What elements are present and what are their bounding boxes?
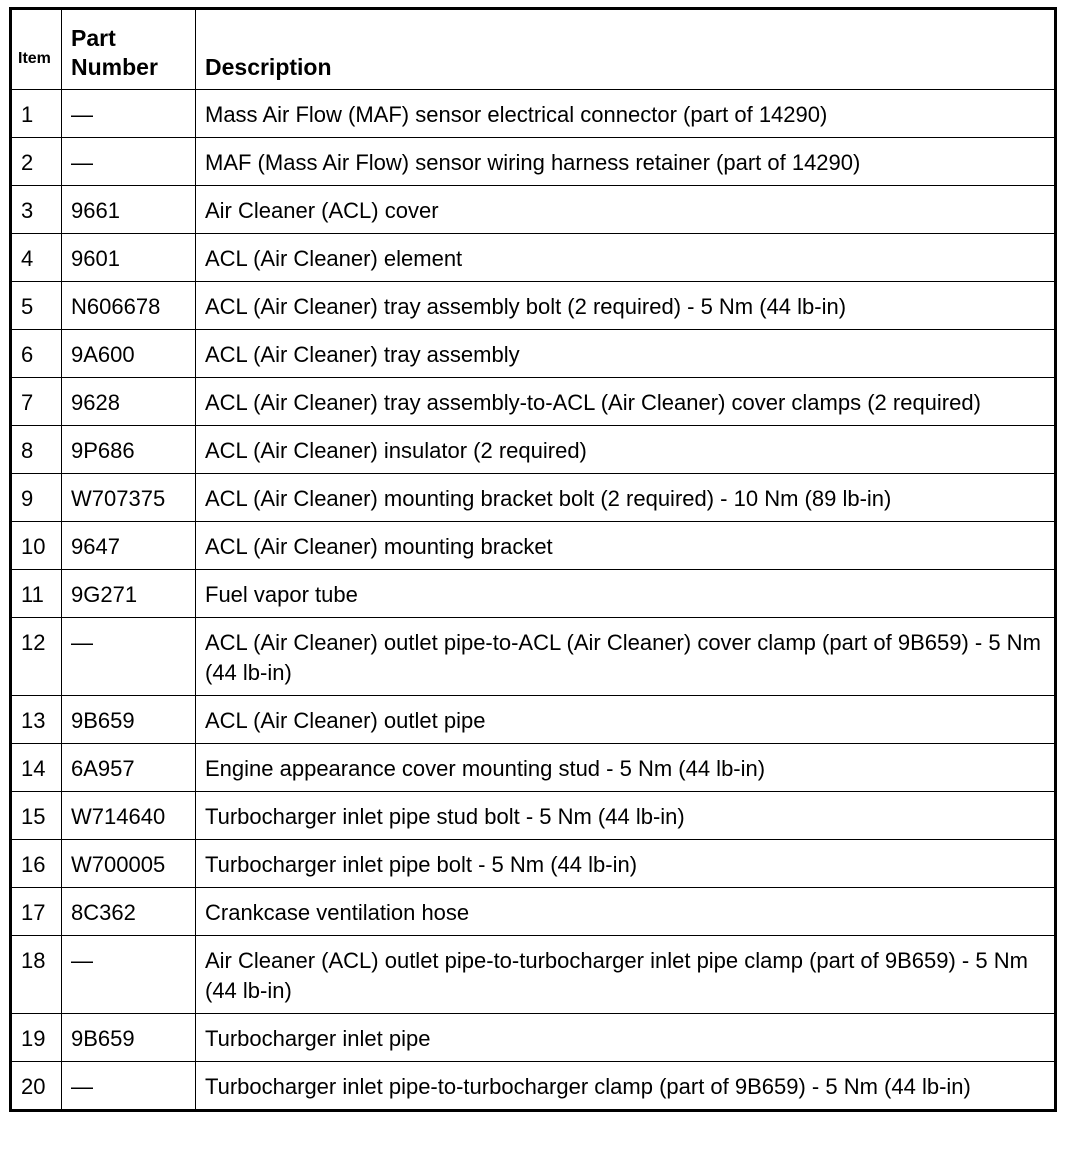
cell-item: 8 <box>11 426 62 474</box>
header-part-number-line1: Part <box>71 25 116 51</box>
cell-part-number: N606678 <box>62 282 196 330</box>
cell-part-number: 9628 <box>62 378 196 426</box>
cell-item: 20 <box>11 1062 62 1111</box>
table-row <box>11 282 1056 330</box>
table-row <box>11 138 1056 186</box>
cell-item: 13 <box>11 696 62 744</box>
cell-part-number: 9B659 <box>62 696 196 744</box>
table-row <box>11 426 1056 474</box>
cell-description: ACL (Air Cleaner) insulator (2 required) <box>196 426 1056 474</box>
cell-part-number: W700005 <box>62 840 196 888</box>
header-description: Description <box>196 9 1056 90</box>
cell-part-number: 8C362 <box>62 888 196 936</box>
table-row <box>11 474 1056 522</box>
header-part-number-line2: Number <box>71 54 158 80</box>
cell-item: 3 <box>11 186 62 234</box>
table-row <box>11 90 1056 138</box>
table-row <box>11 888 1056 936</box>
header-item: Item <box>11 9 62 90</box>
cell-description: Mass Air Flow (MAF) sensor electrical connector (part of 14290) <box>196 90 1056 138</box>
parts-table <box>9 7 1057 1112</box>
cell-item: 1 <box>11 90 62 138</box>
cell-description: ACL (Air Cleaner) outlet pipe-to-ACL (Air Cleaner) cover clamp (part of 9B659) - 5 Nm (44 lb-in) <box>196 618 1056 696</box>
table-row <box>11 186 1056 234</box>
cell-part-number: — <box>62 90 196 138</box>
table-row <box>11 522 1056 570</box>
cell-item: 5 <box>11 282 62 330</box>
cell-description: Turbocharger inlet pipe <box>196 1014 1056 1062</box>
cell-part-number: 9647 <box>62 522 196 570</box>
cell-part-number: W707375 <box>62 474 196 522</box>
table-row <box>11 378 1056 426</box>
table-row <box>11 936 1056 1014</box>
cell-item: 6 <box>11 330 62 378</box>
table-row <box>11 1014 1056 1062</box>
table-row <box>11 330 1056 378</box>
cell-description: Turbocharger inlet pipe stud bolt - 5 Nm (44 lb-in) <box>196 792 1056 840</box>
table-row <box>11 744 1056 792</box>
cell-part-number: 6A957 <box>62 744 196 792</box>
cell-description: ACL (Air Cleaner) outlet pipe <box>196 696 1056 744</box>
cell-description: Air Cleaner (ACL) cover <box>196 186 1056 234</box>
table-row <box>11 234 1056 282</box>
cell-item: 17 <box>11 888 62 936</box>
cell-item: 11 <box>11 570 62 618</box>
cell-part-number: 9B659 <box>62 1014 196 1062</box>
cell-description: Engine appearance cover mounting stud - 5 Nm (44 lb-in) <box>196 744 1056 792</box>
cell-part-number: — <box>62 1062 196 1111</box>
table-row <box>11 618 1056 696</box>
cell-part-number: 9P686 <box>62 426 196 474</box>
cell-description: Turbocharger inlet pipe bolt - 5 Nm (44 lb-in) <box>196 840 1056 888</box>
cell-part-number: 9661 <box>62 186 196 234</box>
cell-item: 15 <box>11 792 62 840</box>
cell-item: 4 <box>11 234 62 282</box>
cell-description: ACL (Air Cleaner) mounting bracket <box>196 522 1056 570</box>
cell-item: 14 <box>11 744 62 792</box>
cell-item: 12 <box>11 618 62 696</box>
table-row <box>11 792 1056 840</box>
cell-description: Crankcase ventilation hose <box>196 888 1056 936</box>
cell-description: MAF (Mass Air Flow) sensor wiring harness retainer (part of 14290) <box>196 138 1056 186</box>
cell-description: ACL (Air Cleaner) tray assembly bolt (2 required) - 5 Nm (44 lb-in) <box>196 282 1056 330</box>
cell-description: Fuel vapor tube <box>196 570 1056 618</box>
cell-item: 7 <box>11 378 62 426</box>
cell-part-number: 9G271 <box>62 570 196 618</box>
cell-part-number: W714640 <box>62 792 196 840</box>
table-row <box>11 570 1056 618</box>
table-row <box>11 840 1056 888</box>
cell-item: 16 <box>11 840 62 888</box>
cell-description: ACL (Air Cleaner) element <box>196 234 1056 282</box>
cell-part-number: — <box>62 138 196 186</box>
cell-item: 10 <box>11 522 62 570</box>
header-part-number <box>62 9 196 90</box>
cell-part-number: — <box>62 936 196 1014</box>
cell-part-number: 9A600 <box>62 330 196 378</box>
table-header-row <box>11 9 1056 90</box>
cell-description: ACL (Air Cleaner) tray assembly-to-ACL (Air Cleaner) cover clamps (2 required) <box>196 378 1056 426</box>
cell-item: 19 <box>11 1014 62 1062</box>
table-row <box>11 1062 1056 1111</box>
cell-description: ACL (Air Cleaner) mounting bracket bolt (2 required) - 10 Nm (89 lb-in) <box>196 474 1056 522</box>
cell-item: 2 <box>11 138 62 186</box>
cell-description: Air Cleaner (ACL) outlet pipe-to-turbocharger inlet pipe clamp (part of 9B659) - 5 Nm (44 lb-in) <box>196 936 1056 1014</box>
table-body <box>11 90 1056 1111</box>
cell-description: ACL (Air Cleaner) tray assembly <box>196 330 1056 378</box>
cell-part-number: 9601 <box>62 234 196 282</box>
cell-item: 18 <box>11 936 62 1014</box>
cell-item: 9 <box>11 474 62 522</box>
cell-description: Turbocharger inlet pipe-to-turbocharger clamp (part of 9B659) - 5 Nm (44 lb-in) <box>196 1062 1056 1111</box>
table-row <box>11 696 1056 744</box>
cell-part-number: — <box>62 618 196 696</box>
